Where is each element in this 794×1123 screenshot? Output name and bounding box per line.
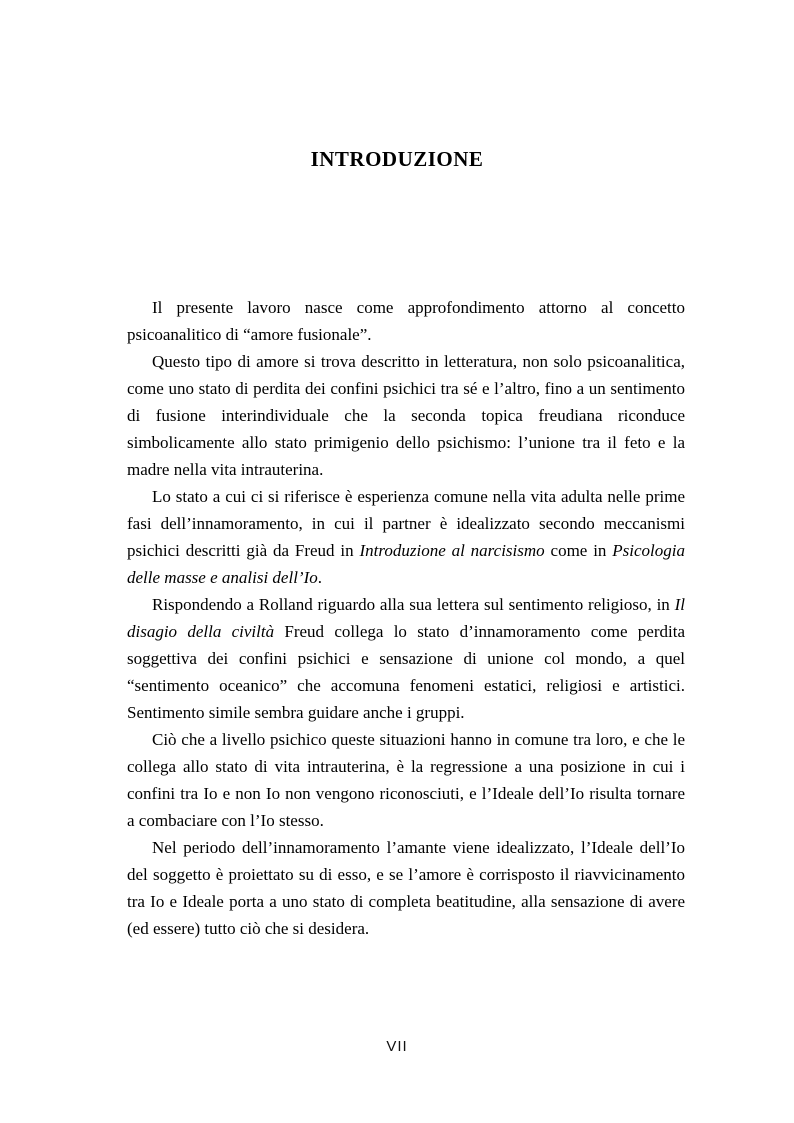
work-title-italic: Il disagio della civiltà [127,595,685,641]
text-segment: come in [544,541,613,560]
text-segment: Lo stato a cui ci si riferisce è esperienza comune nella vita adulta nelle prime fasi dell’innamoramento, in cui il partner è idealizzato secondo meccanismi psichici descritti già da Freud in [127,487,685,560]
text-segment: Il presente lavoro nasce come approfondimento attorno al concetto psicoanalitico di “amore fusionale”. [127,298,685,344]
text-segment: . [317,568,322,587]
work-title-italic: Psicologia delle masse e analisi dell’Io [127,541,685,587]
document-body [127,294,685,942]
work-title-italic: Introduzione al narcisismo [359,541,545,560]
text-segment: Nel periodo dell’innamoramento l’amante viene idealizzato, l’Ideale dell’Io del soggetto è proiettato su di esso, e se l’amore è corrisposto il riavvicinamento tra Io e Ideale porta a uno stato di completa beatitudine, alla sensazione di avere (ed essere) tutto ciò che si desidera. [127,838,685,938]
paragraph [127,591,685,726]
paragraph [127,348,685,483]
page-title: INTRODUZIONE [310,147,484,171]
text-segment: Rispondendo a Rolland riguardo alla sua lettera sul sentimento religioso, in [152,595,675,614]
text-segment: Ciò che a livello psichico queste situazioni hanno in comune tra loro, e che le collega allo stato di vita intrauterina, è la regressione a una posizione in cui i confini tra Io e non Io non vengono riconosciuti, e l’Ideale dell’Io risulta tornare a combaciare con l’Io stesso. [127,730,685,830]
text-segment: Freud collega lo stato d’innamoramento come perdita soggettiva dei confini psichici e sensazione di unione col mondo, a quel “sentimento oceanico” che accomuna fenomeni estatici, religiosi e artistici. Sentimento simile sembra guidare anche i gruppi. [127,622,686,722]
paragraph [127,726,685,834]
paragraph [127,834,685,942]
page-number: VII [386,1038,408,1055]
paragraph [127,483,685,591]
paragraph [127,294,685,348]
text-segment: Questo tipo di amore si trova descritto in letteratura, non solo psicoanalitica, come uno stato di perdita dei confini psichici tra sé e l’altro, fino a un sentimento di fusione interindividuale che la seconda topica freudiana riconduce simbolicamente allo stato primigenio dello psichismo: l’unione tra il feto e la madre nella vita intrauterina. [127,352,685,479]
